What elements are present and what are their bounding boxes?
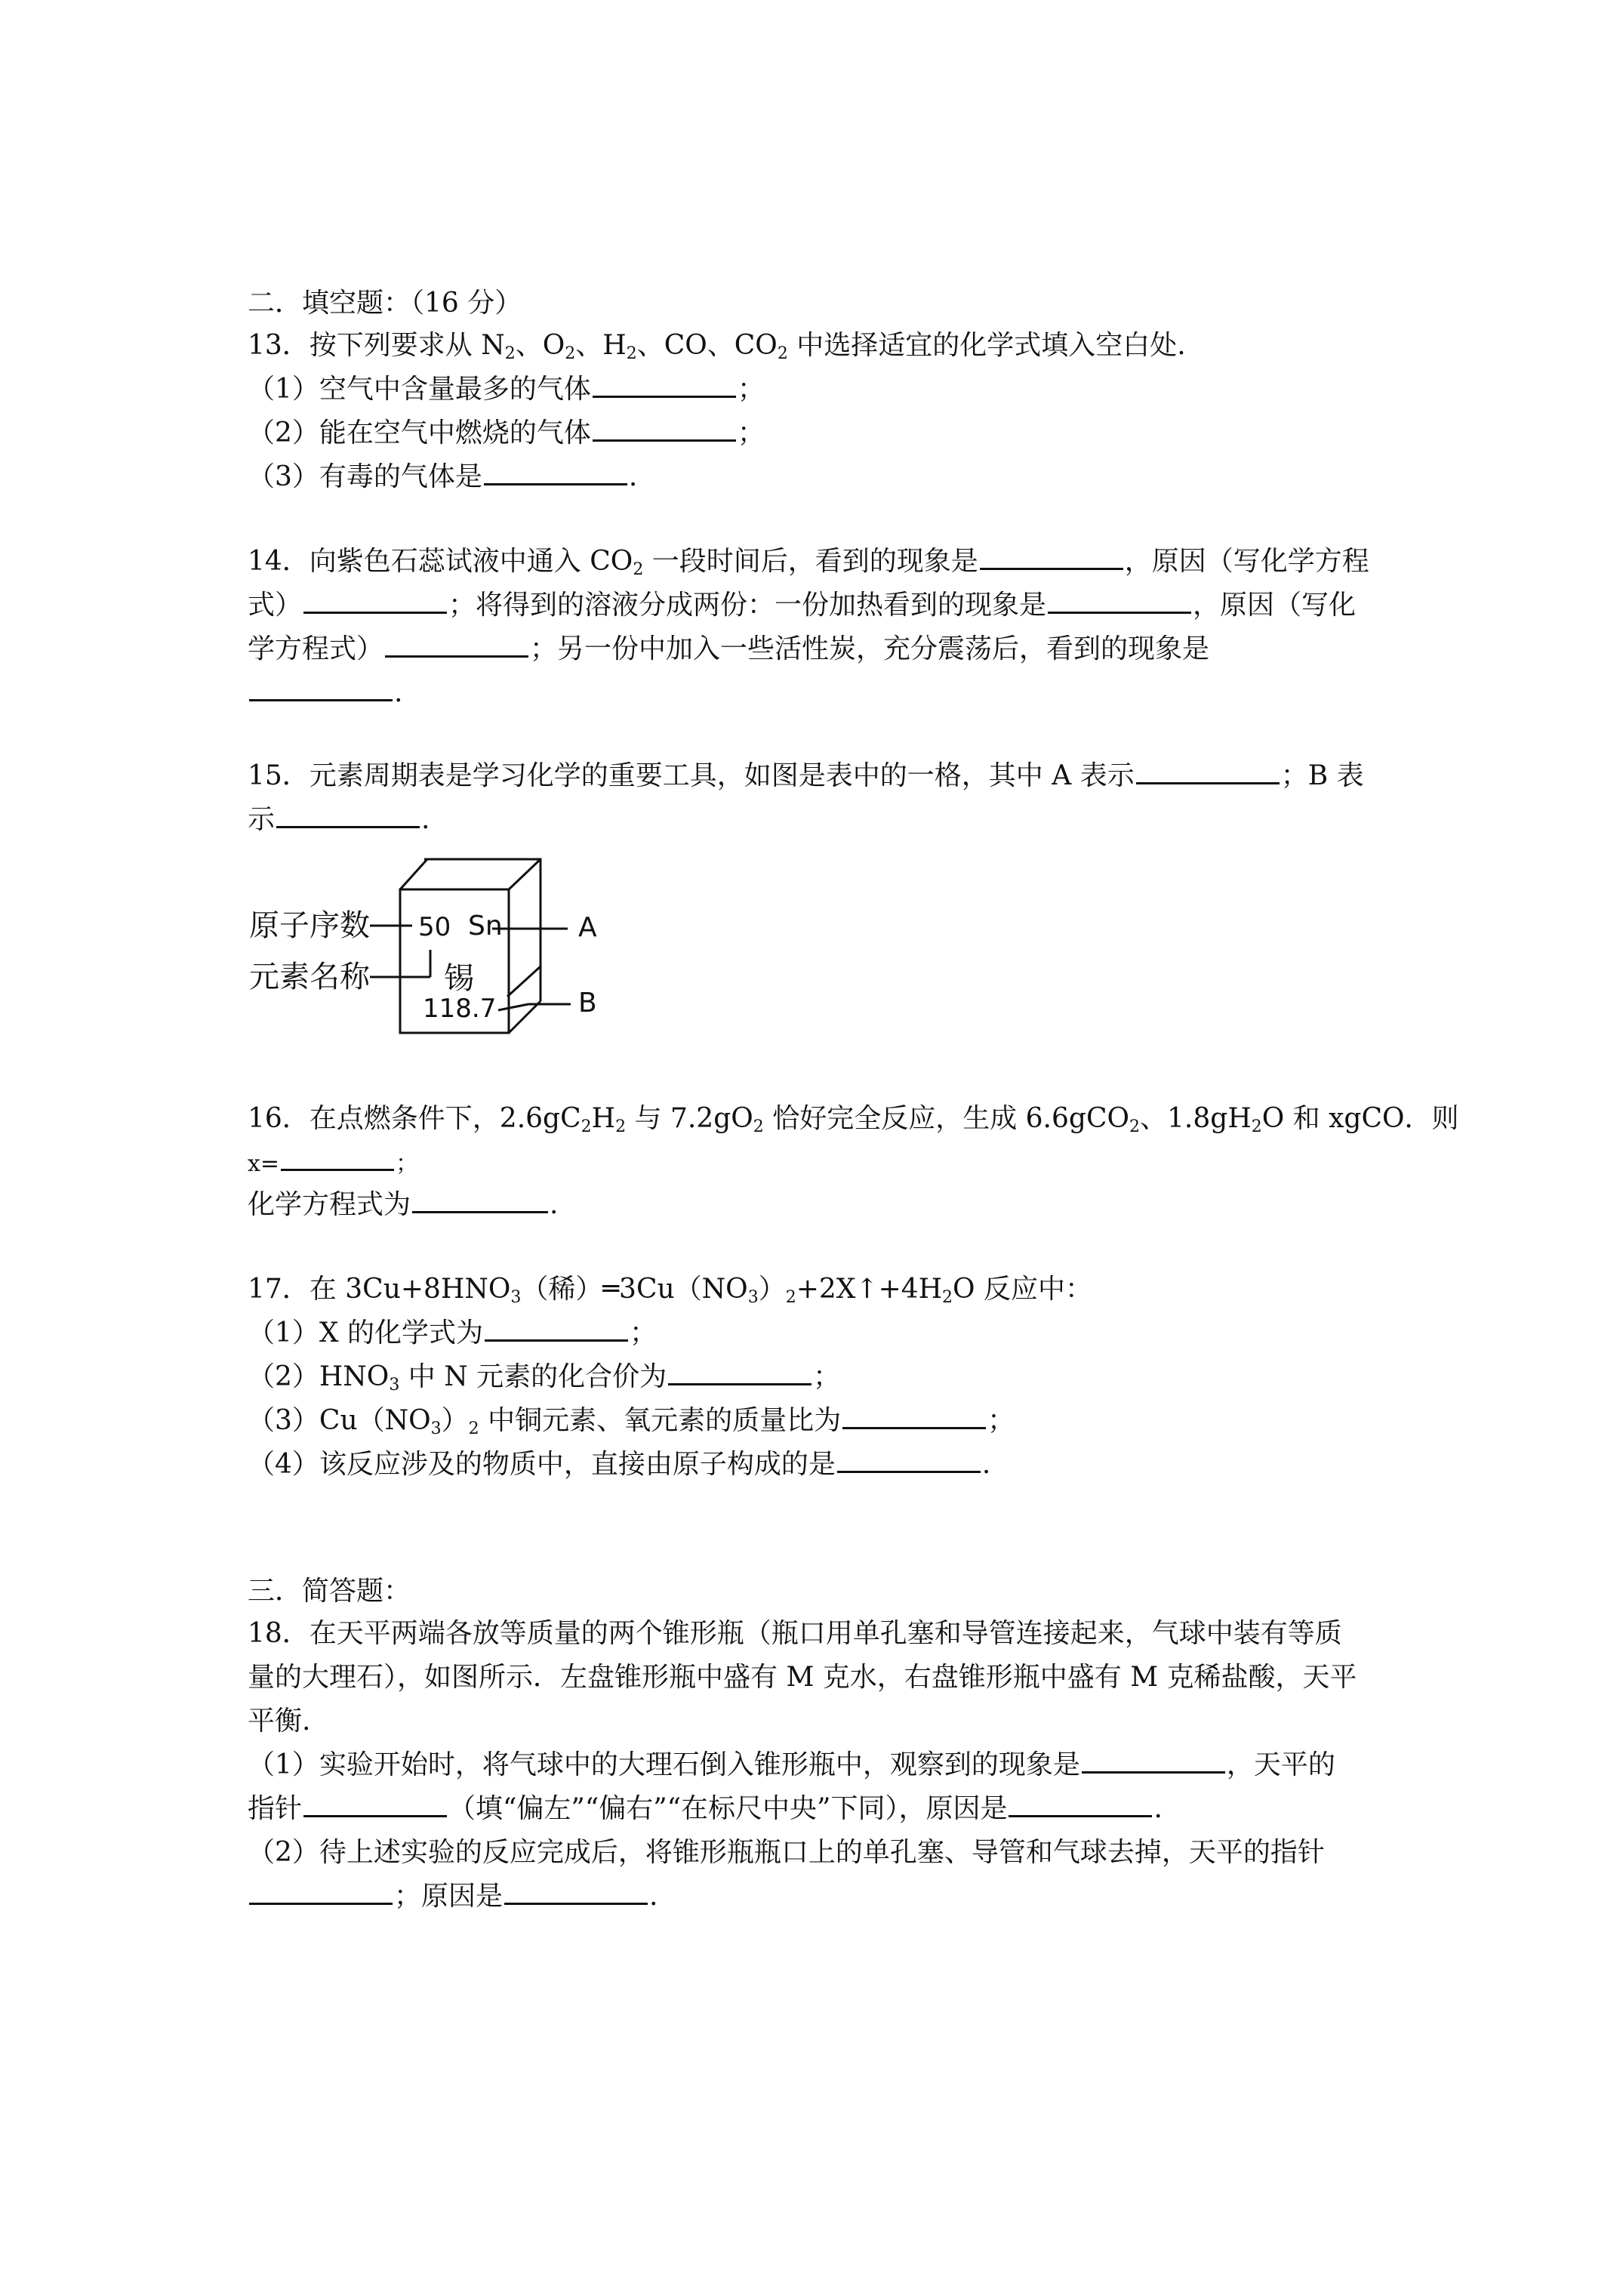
q18-text: 18．在天平两端各放等质量的两个锥形瓶（瓶口用单孔塞和导管连接起来，气球中装有等质 [248,1618,1342,1649]
answer-blank[interactable] [593,417,736,442]
q18-text: 量的大理石），如图所示．左盘锥形瓶中盛有 M 克水，右盘锥形瓶中盛有 M 克稀盐酸，天平 [248,1662,1357,1693]
answer-blank[interactable] [485,1317,628,1342]
q17-text: ） [441,1405,469,1436]
q14-line-1 [248,545,1369,578]
pointer-label-b: B [578,988,597,1019]
q14-text: ；将得到的溶液分成两份：一份加热看到的现象是 [448,590,1047,621]
atomic-mass: 118.7 [423,994,497,1024]
answer-blank[interactable] [593,373,736,398]
section-3-title-text: 三．简答题： [248,1576,411,1607]
q18-part-2-line-2 [248,1880,658,1913]
q13-stem-text: 、CO、CO [636,330,778,361]
subscript: 2 [468,1419,479,1438]
q17-text: 中铜元素、氧元素的质量比为 [479,1405,842,1436]
answer-blank[interactable] [276,803,420,828]
q14-text: 学方程式） [248,633,384,664]
q18-text: 指针 [248,1793,303,1824]
element-symbol: Sn [468,911,503,942]
subscript: 2 [626,344,637,363]
subscript: 2 [581,1117,592,1136]
label-atomic-number: 原子序数 [249,908,370,943]
subscript: 2 [633,560,644,579]
q15-line-1 [248,760,1364,793]
answer-blank[interactable] [668,1361,812,1385]
label-element-name: 元素名称 [249,960,370,994]
section-3-title [248,1575,411,1608]
q16-text: O 和 xgCO．则 [1261,1103,1459,1134]
punct: ； [629,1318,657,1348]
punct: . [550,1189,559,1220]
q15-text: ；B 表 [1280,760,1364,791]
q13-part-1-text: （1）空气中含量最多的气体 [248,374,591,405]
q13-stem [248,329,1186,362]
q17-text: （2）HNO [248,1361,390,1392]
q17-text: （1）X 的化学式为 [248,1318,483,1348]
q17-part-1 [248,1317,657,1350]
q14-text: 式） [248,590,303,621]
punct: ； [813,1361,841,1392]
q17-text: 17．在 3Cu+8HNO [248,1274,511,1305]
q13-stem-text: 13．按下列要求从 N [248,330,505,361]
q13-part-2 [248,417,765,450]
subscript: 3 [430,1419,442,1438]
punct: . [421,804,430,835]
subscript: 3 [389,1376,400,1395]
subscript: 2 [565,344,576,363]
q14-text: ，原因（写化学方程 [1124,546,1369,577]
answer-blank[interactable] [980,545,1123,570]
answer-blank[interactable] [303,589,447,614]
cube-edge [509,859,540,889]
q13-stem-text: 中选择适宜的化学式填入空白处. [787,330,1186,361]
q14-text: 一段时间后，看到的现象是 [643,546,978,577]
subscript: 2 [1129,1117,1141,1136]
punct: ； [737,374,765,405]
subscript: 2 [1251,1117,1262,1136]
answer-blank[interactable] [1082,1749,1225,1774]
q18-text: （1）实验开始时，将气球中的大理石倒入锥形瓶中，观察到的现象是 [248,1749,1080,1780]
q14-text: 14．向紫色石蕊试液中通入 CO [248,546,633,577]
q18-part-2-line-1 [248,1836,1325,1869]
q16-line-1 [248,1102,1459,1136]
answer-blank[interactable] [385,633,528,658]
section-2-title [248,287,522,320]
q15-text: 15．元素周期表是学习化学的重要工具，如图是表中的一格，其中 A 表示 [248,760,1135,791]
subscript: 2 [785,1288,796,1307]
q16-text: H [591,1103,616,1134]
subscript: 3 [510,1288,522,1307]
punct: ； [737,418,765,448]
q13-part-2-text: （2）能在空气中燃烧的气体 [248,418,591,448]
atomic-number-value: 50 [418,912,451,942]
q17-part-3 [248,1404,1015,1438]
q18-line-3 [248,1705,310,1738]
subscript: 2 [615,1117,627,1136]
q16-text: 恰好完全反应，生成 6.6gCO [763,1103,1130,1134]
answer-blank[interactable] [303,1792,447,1817]
q18-text: 平衡. [248,1706,311,1737]
section-2-title-text: 二．填空题：（16 分） [248,288,522,319]
subscript: 2 [777,344,788,363]
answer-blank[interactable] [412,1188,548,1213]
q14-line-3 [248,633,1209,666]
q18-part-1-line-2 [248,1792,1163,1826]
q13-stem-text: 、O [515,330,565,361]
q17-part-2 [248,1361,840,1394]
subscript: 3 [747,1288,759,1307]
punct: . [981,1449,991,1480]
leader-line-b [498,1004,528,1010]
q18-text: （2）待上述实验的反应完成后，将锥形瓶瓶口上的单孔塞、导管和气球去掉，天平的指针 [248,1837,1325,1868]
q16-line-3 [248,1188,558,1222]
punct: . [394,677,403,708]
q16-text: 16．在点燃条件下，2.6gC [248,1103,581,1134]
answer-blank[interactable] [837,1448,981,1473]
answer-blank[interactable] [281,1146,394,1171]
q14-line-2 [248,589,1356,622]
answer-blank[interactable] [1009,1792,1152,1817]
q17-text: （稀）═3Cu（NO [521,1274,748,1305]
q17-text: （4）该反应涉及的物质中，直接由原子构成的是 [248,1449,836,1480]
q18-text: （填“偏左”“偏右”“在标尺中央”下同），原因是 [448,1793,1008,1824]
q17-text: ） [758,1274,786,1305]
q15-text: 示 [248,804,276,835]
element-name: 锡 [444,961,474,996]
q18-part-1-line-1 [248,1749,1335,1782]
q13-part-1 [248,373,765,406]
answer-blank[interactable] [484,461,627,485]
punct: ； [396,1151,419,1177]
answer-blank[interactable] [504,1880,648,1905]
q17-text: O 反应中： [953,1274,1093,1305]
q17-equation [248,1273,1092,1306]
q18-text: ；原因是 [394,1881,504,1912]
subscript: 2 [942,1288,953,1307]
periodic-cell-figure [242,853,664,1049]
q17-part-4 [248,1448,990,1481]
q13-stem-text: 、H [575,330,627,361]
punct: . [1153,1793,1163,1824]
q17-text: （3）Cu（NO [248,1405,431,1436]
q16-text: 、1.8gH [1140,1103,1252,1134]
q14-text: ；另一份中加入一些活性炭，充分震荡后，看到的现象是 [530,633,1210,664]
answer-blank[interactable] [1136,760,1280,784]
q16-text: 与 7.2gO [626,1103,753,1134]
punct: . [649,1881,658,1912]
q18-line-2 [248,1661,1357,1694]
cube-edge [400,859,427,889]
q17-text: +2X↑+4H [796,1274,943,1305]
pointer-label-a: A [578,912,597,943]
q18-line-1 [248,1617,1342,1650]
punct: ； [987,1405,1015,1436]
q13-part-3 [248,461,637,494]
subscript: 2 [753,1117,764,1136]
answer-blank[interactable] [1048,589,1191,614]
q16-line-2 [248,1146,418,1181]
q14-line-4 [248,676,402,710]
q13-part-3-text: （3）有毒的气体是 [248,461,482,492]
answer-blank[interactable] [842,1404,986,1429]
answer-blank[interactable] [249,676,393,701]
q15-line-2 [248,803,430,837]
punct: . [628,461,638,492]
q14-text: ，原因（写化 [1193,590,1357,621]
answer-blank[interactable] [249,1880,393,1905]
q18-text: ，天平的 [1226,1749,1335,1780]
q16-text: 化学方程式为 [248,1189,411,1220]
q17-text: 中 N 元素的化合价为 [399,1361,667,1392]
q16-text: x= [248,1151,280,1177]
subscript: 2 [504,344,516,363]
